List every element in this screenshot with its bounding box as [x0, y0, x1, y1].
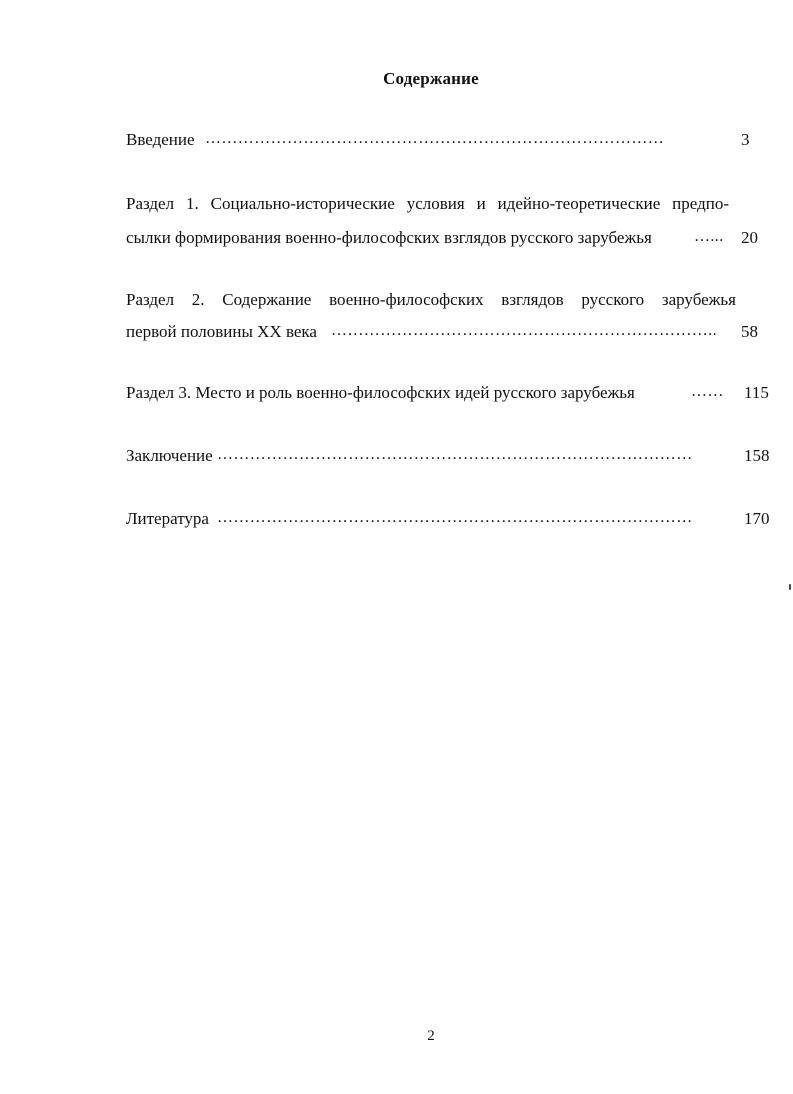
toc-page-number: 158 [744, 446, 770, 465]
toc-entry-section-3 [126, 381, 776, 405]
toc-entry-title-line-1: Раздел 1. Социально-исторические условия и идейно-теоретические предпо- [126, 194, 729, 213]
toc-entry-title-line-1: Раздел 2. Содержание военно-философских взглядов русского зарубежья [126, 290, 736, 309]
toc-leader-dots: …………………………………………………………….. [331, 322, 717, 339]
toc-entry-introduction [126, 128, 776, 152]
toc-page-number: 58 [741, 322, 758, 341]
toc-leader-dots: …… [691, 383, 724, 400]
toc-entry-section-1-continued [126, 226, 776, 250]
toc-entry-section-2 [126, 288, 776, 312]
toc-entry-title-line-2: сылки формирования военно-философских взглядов русского зарубежья [126, 228, 652, 247]
toc-page-number: 20 [741, 228, 758, 247]
toc-leader-dots: …………………………………………………………………………… [217, 446, 693, 463]
toc-entry-title: Раздел 3. Место и роль военно-философских идей русского зарубежья [126, 383, 635, 402]
toc-leader-dots: …………………………………………………………………………… [217, 509, 693, 526]
toc-entry-section-1 [126, 192, 776, 216]
toc-entry-conclusion [126, 444, 776, 468]
toc-page-number: 115 [744, 383, 769, 402]
toc-entry-section-2-continued [126, 320, 776, 344]
toc-leader-dots: …... [694, 228, 724, 245]
scan-edge-mark [789, 584, 791, 590]
page-number: 2 [427, 1028, 435, 1044]
toc-page-number: 3 [741, 130, 750, 149]
toc-entry-title: Литература [126, 509, 209, 528]
page-title: Содержание [383, 69, 479, 88]
toc-entry-title: Заключение [126, 446, 213, 465]
toc-entry-references [126, 507, 776, 531]
toc-leader-dots: ………………………………………………………………………… [205, 130, 665, 147]
toc-entry-title-line-2: первой половины XX века [126, 322, 317, 341]
toc-page-number: 170 [744, 509, 770, 528]
toc-entry-title: Введение [126, 130, 195, 149]
